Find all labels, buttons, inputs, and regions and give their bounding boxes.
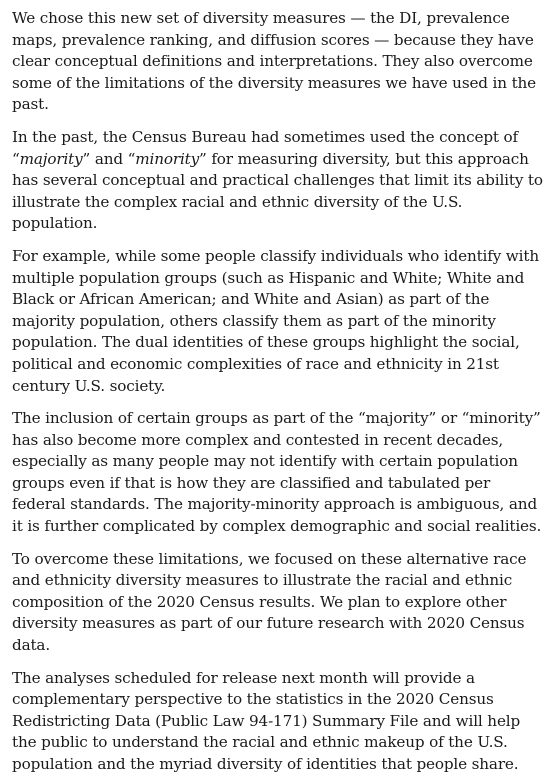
paragraph-example-multiple-groups: For example, while some people classify individuals who identify with multiple population groups (such as Hispanic and White; White and Black or African American; and White and Asian) as part of the majority population, others classify them as part of the minority population. The dual identities of these groups highlight the social, political and economic complexities of race and ethnicity in 21st century U.S. society. xyxy=(12,246,539,395)
paragraph-text: ” and “ xyxy=(82,149,136,168)
term-minority: minority xyxy=(135,149,200,168)
paragraph-overcome-limitations: To overcome these limitations, we focused on these alternative race and ethnicity diversity measures to illustrate the racial and ethnic composition of the 2020 Census results. We plan to explore other diversity measures as part of our future research with 2020 Census data. xyxy=(12,549,527,655)
paragraph-text: ” for measuring diversity, but this approach has several conceptual and practical challenges that limit its ability to illustrate the complex racial and ethnic diversity of the U.S. population. xyxy=(12,149,543,233)
paragraph-text: In the past, the Census Bureau had sometimes used the concept of “ xyxy=(12,127,519,168)
term-majority: majority xyxy=(19,149,83,168)
paragraph-upcoming-analyses: The analyses scheduled for release next month will provide a complementary perspective to the statistics in the 2020 Census Redistricting Data (Public Law 94-171) Summary File and will help the public to understand the racial and ethnic makeup of the U.S. population and the myriad diversity of identities that people share. xyxy=(12,668,521,773)
paragraph-inclusion-of-groups: The inclusion of certain groups as part of the “majority” or “minority” has also become more complex and contested in recent decades, especially as many people may not identify with certain population groups even if that is how they are classified and tabulated per federal standards. The majority-minority approach is ambiguous, and it is further complicated by complex demographic and social realities. xyxy=(12,409,542,536)
paragraph-majority-minority-concept xyxy=(12,127,544,235)
paragraph-diversity-measures: We chose this new set of diversity measures — the DI, prevalence maps, prevalence ranking, and diffusion scores — because they have clear conceptual definitions and interpretations. They also overcome some of the limitations of the diversity measures we have used in the past. xyxy=(12,9,536,114)
